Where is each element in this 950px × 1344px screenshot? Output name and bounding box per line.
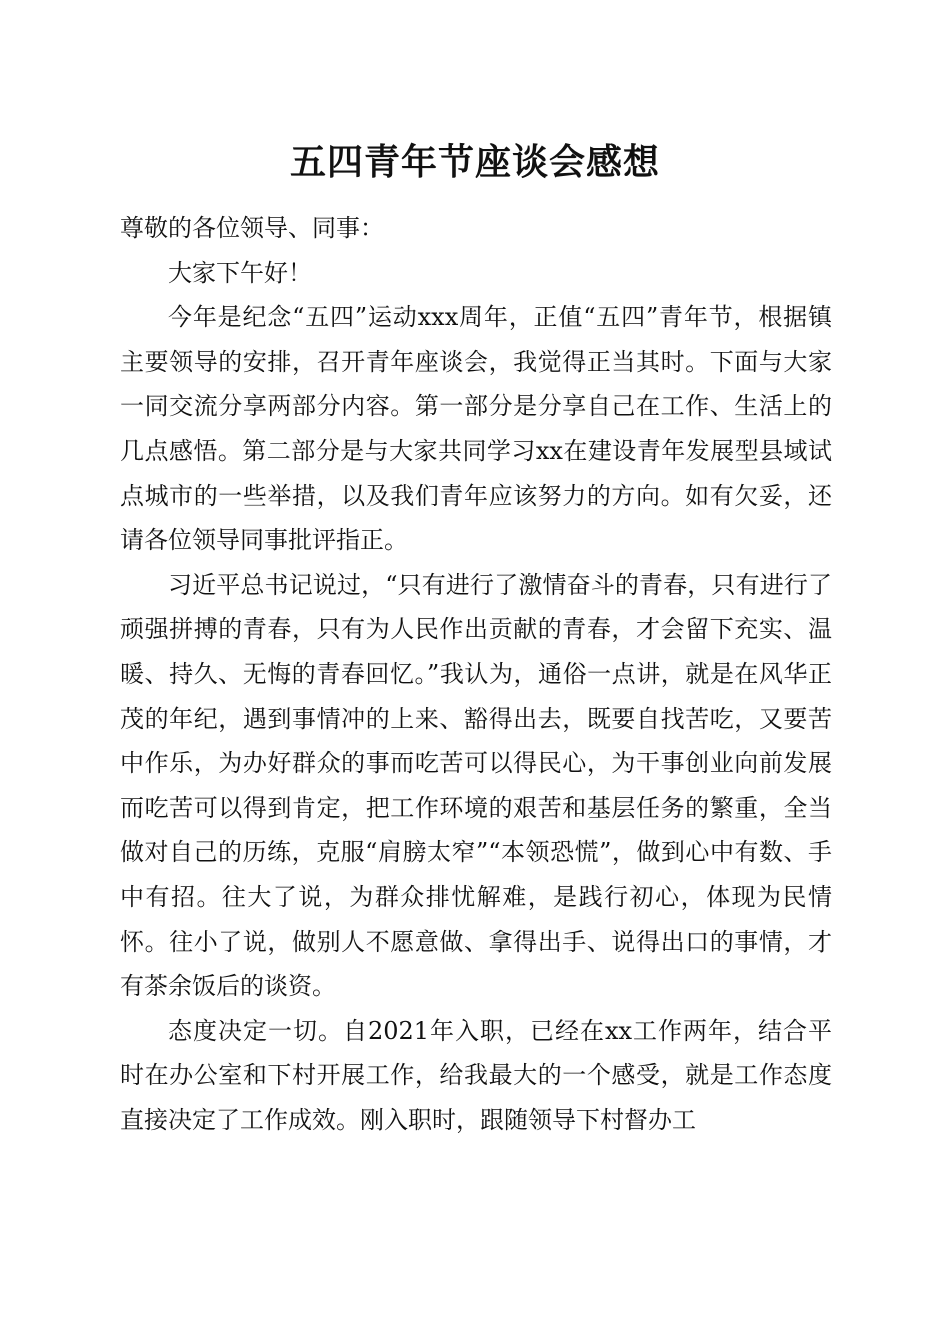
document-body xyxy=(120,206,832,1142)
document-title: 五四青年节座谈会感想 xyxy=(289,141,660,183)
paragraph-3: 态度决定一切。自2021年入职，已经在xx工作两年，结合平时在办公室和下村开展工作，给我最大的一个感受，就是工作态度直接决定了工作成效。刚入职时，跟随领导下村督办工 xyxy=(120,1016,832,1134)
paragraph-2: 习近平总书记说过，“只有进行了激情奋斗的青春，只有进行了顽强拼搏的青春，只有为人民作出贡献的青春，才会留下充实、温暖、持久、无悔的青春回忆。”我认为，通俗一点讲，就是在风华正茂的年纪，遇到事情冲的上来、豁得出去，既要自找苦吃，又要苦中作乐，为办好群众的事而吃苦可以得民心，为干事创业向前发展而吃苦可以得到肯定，把工作环境的艰苦和基层任务的繁重，全当做对自己的历练，克服“肩膀太窄”“本领恐慌”，做到心中有数、手中有招。往大了说，为群众排忧解难，是践行初心，体现为民情怀。往小了说，做别人不愿意做、拿得出手、说得出口的事情，才有茶余饭后的谈资。 xyxy=(120,570,832,1001)
greeting: 大家下午好！ xyxy=(168,258,312,287)
salutation: 尊敬的各位领导、同事： xyxy=(120,214,384,242)
paragraph-1: 今年是纪念“五四”运动xxx周年，正值“五四”青年节，根据镇主要领导的安排，召开青年座谈会，我觉得正当其时。下面与大家一同交流分享两部分内容。第一部分是分享自己在工作、生活上的几点感悟。第二部分是与大家共同学习xx在建设青年发展型县域试点城市的一些举措，以及我们青年应该努力的方向。如有欠妥，还请各位领导同事批评指正。 xyxy=(120,303,832,555)
